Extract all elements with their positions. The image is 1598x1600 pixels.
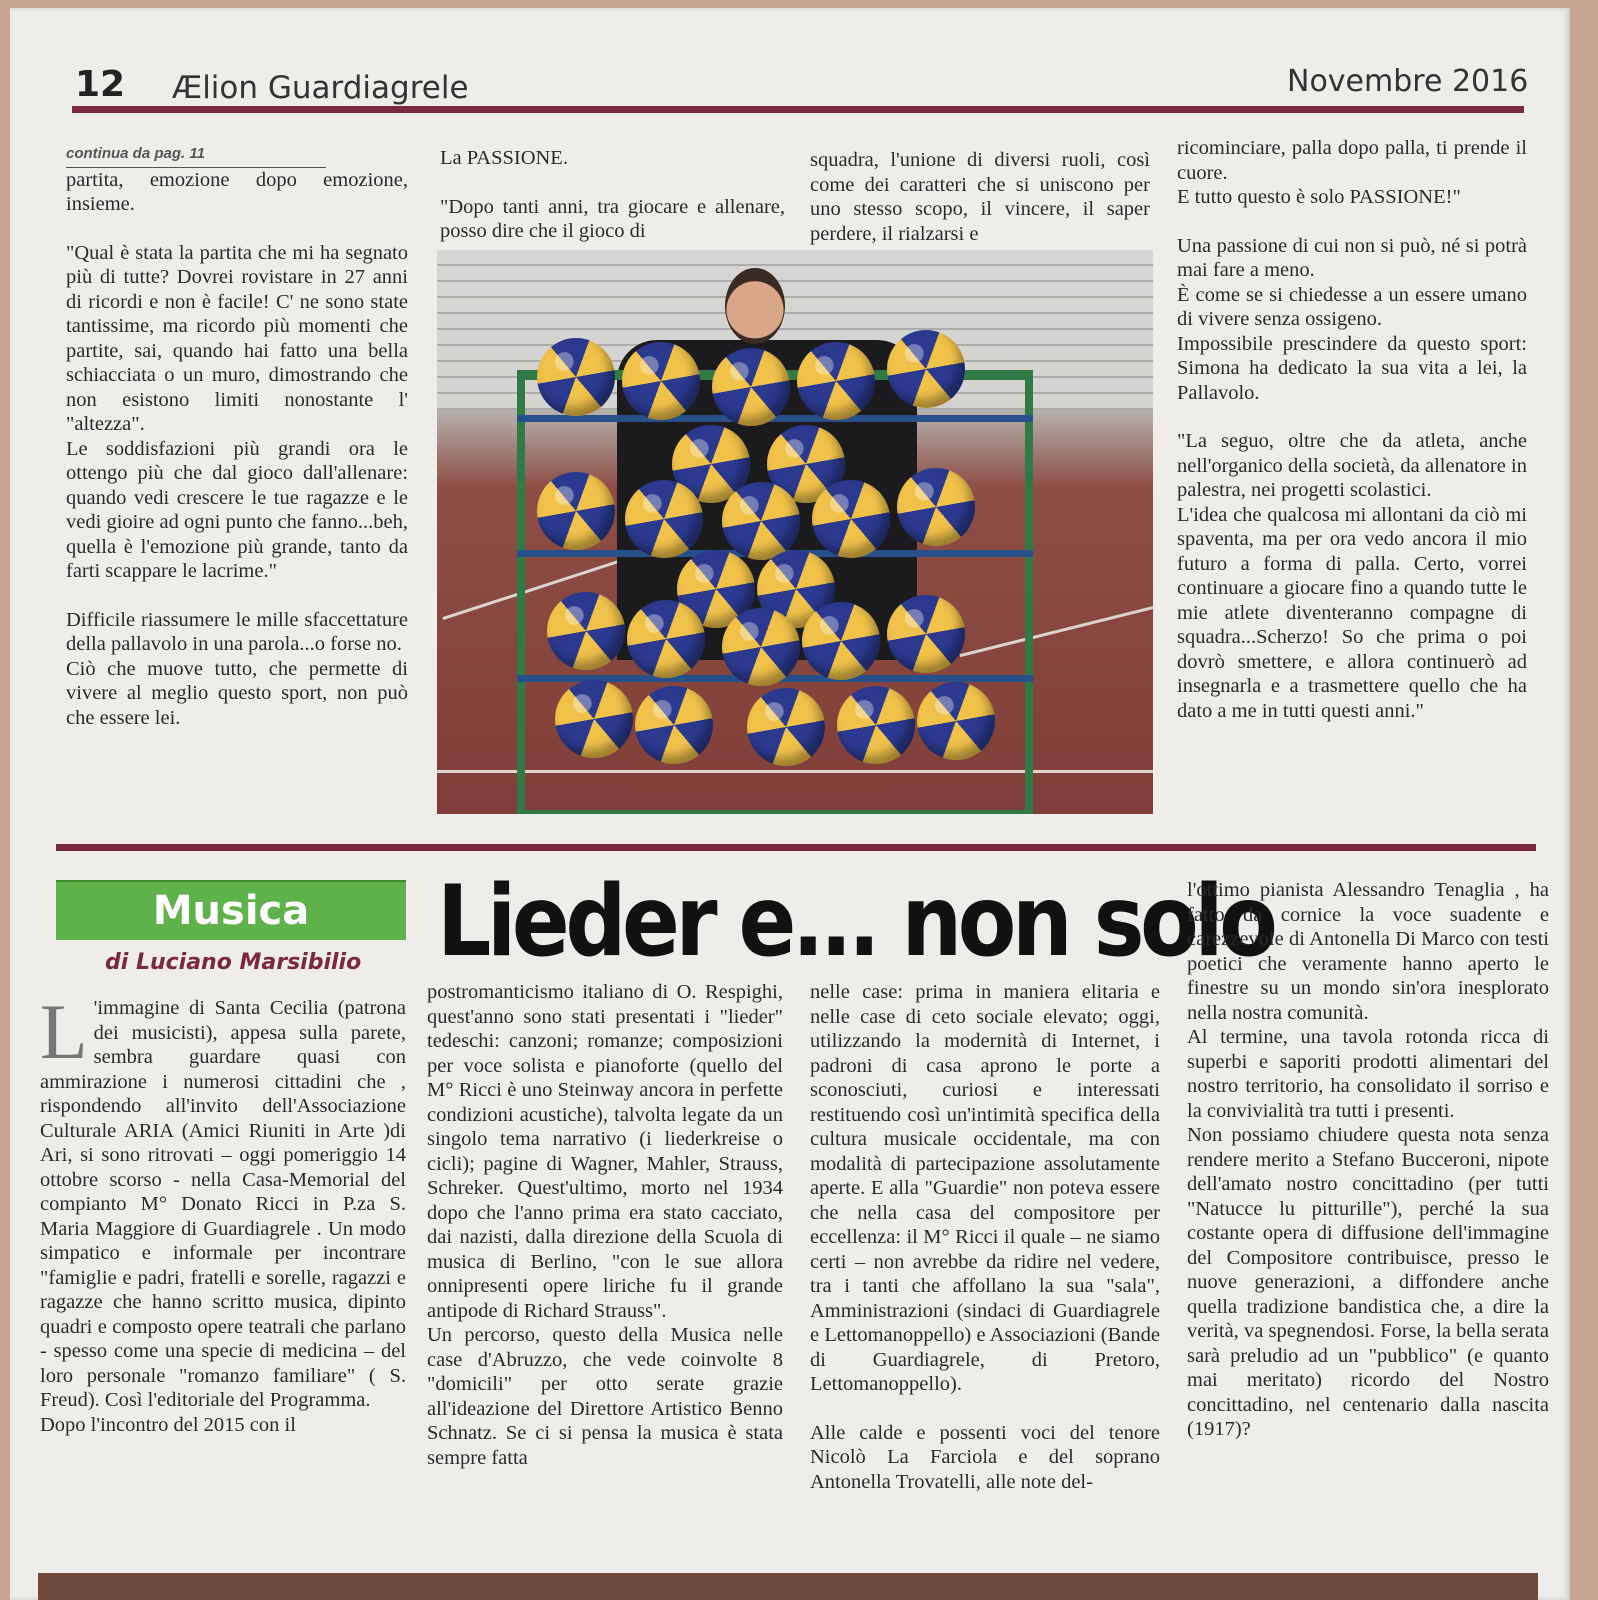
paragraph: partita, emozione dopo emozione, insieme.: [66, 168, 408, 215]
music-col2: [427, 980, 783, 1470]
header-rule: [72, 106, 1524, 113]
paragraph: Le soddisfazioni più grandi ora le ottengo più che dal gioco dall'allenare: quando vedi crescere le tue ragazze e le vedi gioire ad ogni punto che fanno...beh, quella è l'emozione più grande, tanto da farti scappare le lacrime.": [66, 437, 408, 582]
top-article-col1: [66, 140, 408, 730]
bottom-photo-strip: [38, 1573, 1538, 1600]
paragraph: ricominciare, palla dopo palla, ti prende il cuore.: [1177, 137, 1527, 184]
volleyball: [917, 682, 995, 760]
paragraph: nelle case: prima in maniera elitaria e nelle case di ceto sociale elevato; oggi, utilizzando la modernità di Internet, i padroni di casa aprono le porte a sconosciuti, curiosi e interessati restituendo così un'intimità specifica della cultura musicale occidentale, ma con modalità di partecipazione assolutamente aperte. E alla "Guardie" non poteva essere che nella casa del compositore per eccellenza: il M° Ricci il quale – ne siamo certi – non avrebbe da ridire nel vedere, tra i tanti che affollano la sua "sala", Amministrazioni (sindaci di Guardiagrele e Lettomanoppello) e Associazioni (Bande di Guardiagrele, di Pretoro, Lettomanoppello).: [810, 981, 1160, 1395]
volleyball: [722, 482, 800, 560]
paragraph: "La seguo, oltre che da atleta, anche nell'organico della società, da allenatore in palestra, nei progetti scolastici.: [1177, 430, 1527, 501]
paragraph: E tutto questo è solo PASSIONE!": [1177, 186, 1461, 208]
paragraph: Un percorso, questo della Musica nelle case d'Abruzzo, che vede coinvolte 8 "domicili" per otto serate grazie all'ideazione del Direttore Artistico Benno Schnatz. Se ci si pensa la musica è stata sempre fatta: [427, 1324, 783, 1469]
volleyball: [722, 608, 800, 686]
top-article-col3: [810, 148, 1150, 246]
paragraph: Al termine, una tavola rotonda ricca di superbi e saporiti prodotti alimentari del nostro territorio, ha consolidato il sorriso e la convivialità tra tutti i presenti.: [1187, 1026, 1549, 1122]
music-col3: [810, 980, 1160, 1494]
page-number: 12: [75, 64, 126, 105]
volleyball: [622, 342, 700, 420]
volleyball: [887, 330, 965, 408]
music-col1: [40, 988, 406, 1437]
paragraph: "Qual è stata la partita che mi ha segnato più di tutte? Dovrei rovistare in 27 anni di ricordi e non è facile! C' ne sono state tantissime, ma ricordo più momenti che partite, sai, quando hai fatto una bella schiacciata o un muro, dimostrando che non esistono limiti nonostante l' "altezza".: [66, 241, 408, 435]
paragraph: 'immagine di Santa Cecilia (patrona dei musicisti), appesa sulla parete, sembra guardare quasi con ammirazione i numerosi cittadini che , rispondendo all'invito dell'Associazione Culturale ARIA (Amici Riuniti in Arte )di Ari, si sono ritrovati – oggi pomeriggio 14 ottobre scorso - nella Casa-Memorial del compianto M° Donato Ricci in P.za S. Maria Maggiore di Guardiagrele . Un modo simpatico e informale per incontrare "famiglie e padri, fratelli e sorelle, ragazzi e ragazze che hanno scritto musica, dipinto quadri e composto opere teatrali che parlano - spesso come una specie di medicina – del loro personale "romanzo familiare" ( S. Freud). Così l'editoriale del Programma.: [40, 997, 406, 1411]
volleyball: [747, 688, 825, 766]
volleyball: [887, 595, 965, 673]
volleyball-photo: [437, 250, 1153, 814]
volleyball: [635, 686, 713, 764]
top-article-col4: [1177, 136, 1527, 723]
volleyball: [627, 600, 705, 678]
paragraph: Impossibile prescindere da questo sport: Simona ha dedicato la sua vita a lei, la Pallavolo.: [1177, 332, 1527, 404]
volleyball: [797, 342, 875, 420]
paragraph: Alle calde e possenti voci del tenore Nicolò La Farciola e del soprano Antonella Trovatelli, alle note del-: [810, 1421, 1160, 1493]
volleyball: [547, 592, 625, 670]
volleyball: [537, 472, 615, 550]
player-head: [725, 268, 785, 344]
paragraph: squadra, l'unione di diversi ruoli, così come dei caratteri che si uniscono per uno stesso scopo, il vincere, il saper perdere, il rialzarsi e: [810, 149, 1150, 245]
paragraph: Difficile riassumere le mille sfaccettature della pallavolo in una parola...o forse no.: [66, 608, 408, 655]
volleyball: [712, 348, 790, 426]
volleyball: [537, 338, 615, 416]
volleyball: [802, 602, 880, 680]
volleyball: [897, 468, 975, 546]
paragraph: È come se si chiedesse a un essere umano di vivere senza ossigeno.: [1177, 283, 1527, 330]
volleyball: [837, 686, 915, 764]
paragraph: Non possiamo chiudere questa nota senza rendere merito a Stefano Bucceroni, nipote dell'amato nostro concittadino (per tutti "Natucce lu pitturille"), perché la sua costante opera di diffusione dell'immagine del Compositore contribuisce, presso le nuove generazioni, a diffondere anche quella tradizione bandistica che, a dire la verità, va spegnendosi. Forse, la bella serata sarà preludio ad un "pubblico" (e quanto mai meritato) ricordo del Nostro concittadino, nel centenario dalla nascita (1917)?: [1187, 1124, 1549, 1440]
paragraph: postromanticismo italiano di O. Respighi, quest'anno sono stati presentati i "lieder" tedeschi: canzoni; romanze; composizioni per voce solista e pianoforte (quello del M° Ricci è uno Steinway ancora in perfette condizioni acustiche), talvolta legate da un singolo tema narrativo (i liederkreise o cicli); pagine di Wagner, Mahler, Strauss, Schreker. Quest'ultimo, morto nel 1934 dopo che l'anno prima era stato cacciato, dai nazisti, dalla direzione della Scuola di musica di Berlino, "con le sue allora onnipresenti opere liriche fu il grande antipode di Richard Strauss".: [427, 981, 783, 1322]
section-tab-musica: Musica: [56, 880, 406, 940]
paragraph: l'ottimo pianista Alessandro Tenaglia , ha fatto da cornice la voce suadente e carezzevole di Antonella Di Marco con testi poetici che veramente hanno aperto le finestre su un mondo sin'ora inesplorato nella nostra comunità.: [1187, 879, 1549, 1024]
section-rule: [56, 844, 1536, 851]
paragraph: "Dopo tanti anni, tra giocare e allenare, posso dire che il gioco di: [440, 195, 785, 242]
article-headline: Lieder e... non solo: [437, 865, 1274, 979]
paragraph: L'idea che qualcosa mi allontani da ciò mi spaventa, ma per ora vedo ancora il mio futuro a forma di palla. Certo, vorrei continuare a giocare fino a quando tutte le mie atlete diventeranno compagne di squadra...Scherzo! So che prima o poi dovrò smettere, e allora continuerò ad insegnarla e a trasmettere quello che ha dato a me in tutti questi anni.": [1177, 503, 1527, 722]
top-article-col2: [440, 146, 785, 244]
issue-date: Novembre 2016: [1287, 64, 1529, 99]
paragraph: Dopo l'incontro del 2015 con il: [40, 1413, 296, 1436]
publication-title: Ælion Guardiagrele: [172, 70, 469, 106]
volleyball: [625, 480, 703, 558]
volleyball: [555, 680, 633, 758]
drop-cap: L: [40, 988, 88, 1075]
volleyball: [812, 480, 890, 558]
music-col4: [1187, 878, 1549, 1442]
paragraph: La PASSIONE.: [440, 147, 568, 169]
paragraph: Ciò che muove tutto, che permette di vivere al meglio questo sport, non può che essere lei.: [66, 657, 408, 729]
article-byline: di Luciano Marsibilio: [105, 950, 362, 975]
paragraph: Una passione di cui non si può, né si potrà mai fare a meno.: [1177, 234, 1527, 281]
continued-label: continua da pag. 11: [66, 142, 326, 168]
